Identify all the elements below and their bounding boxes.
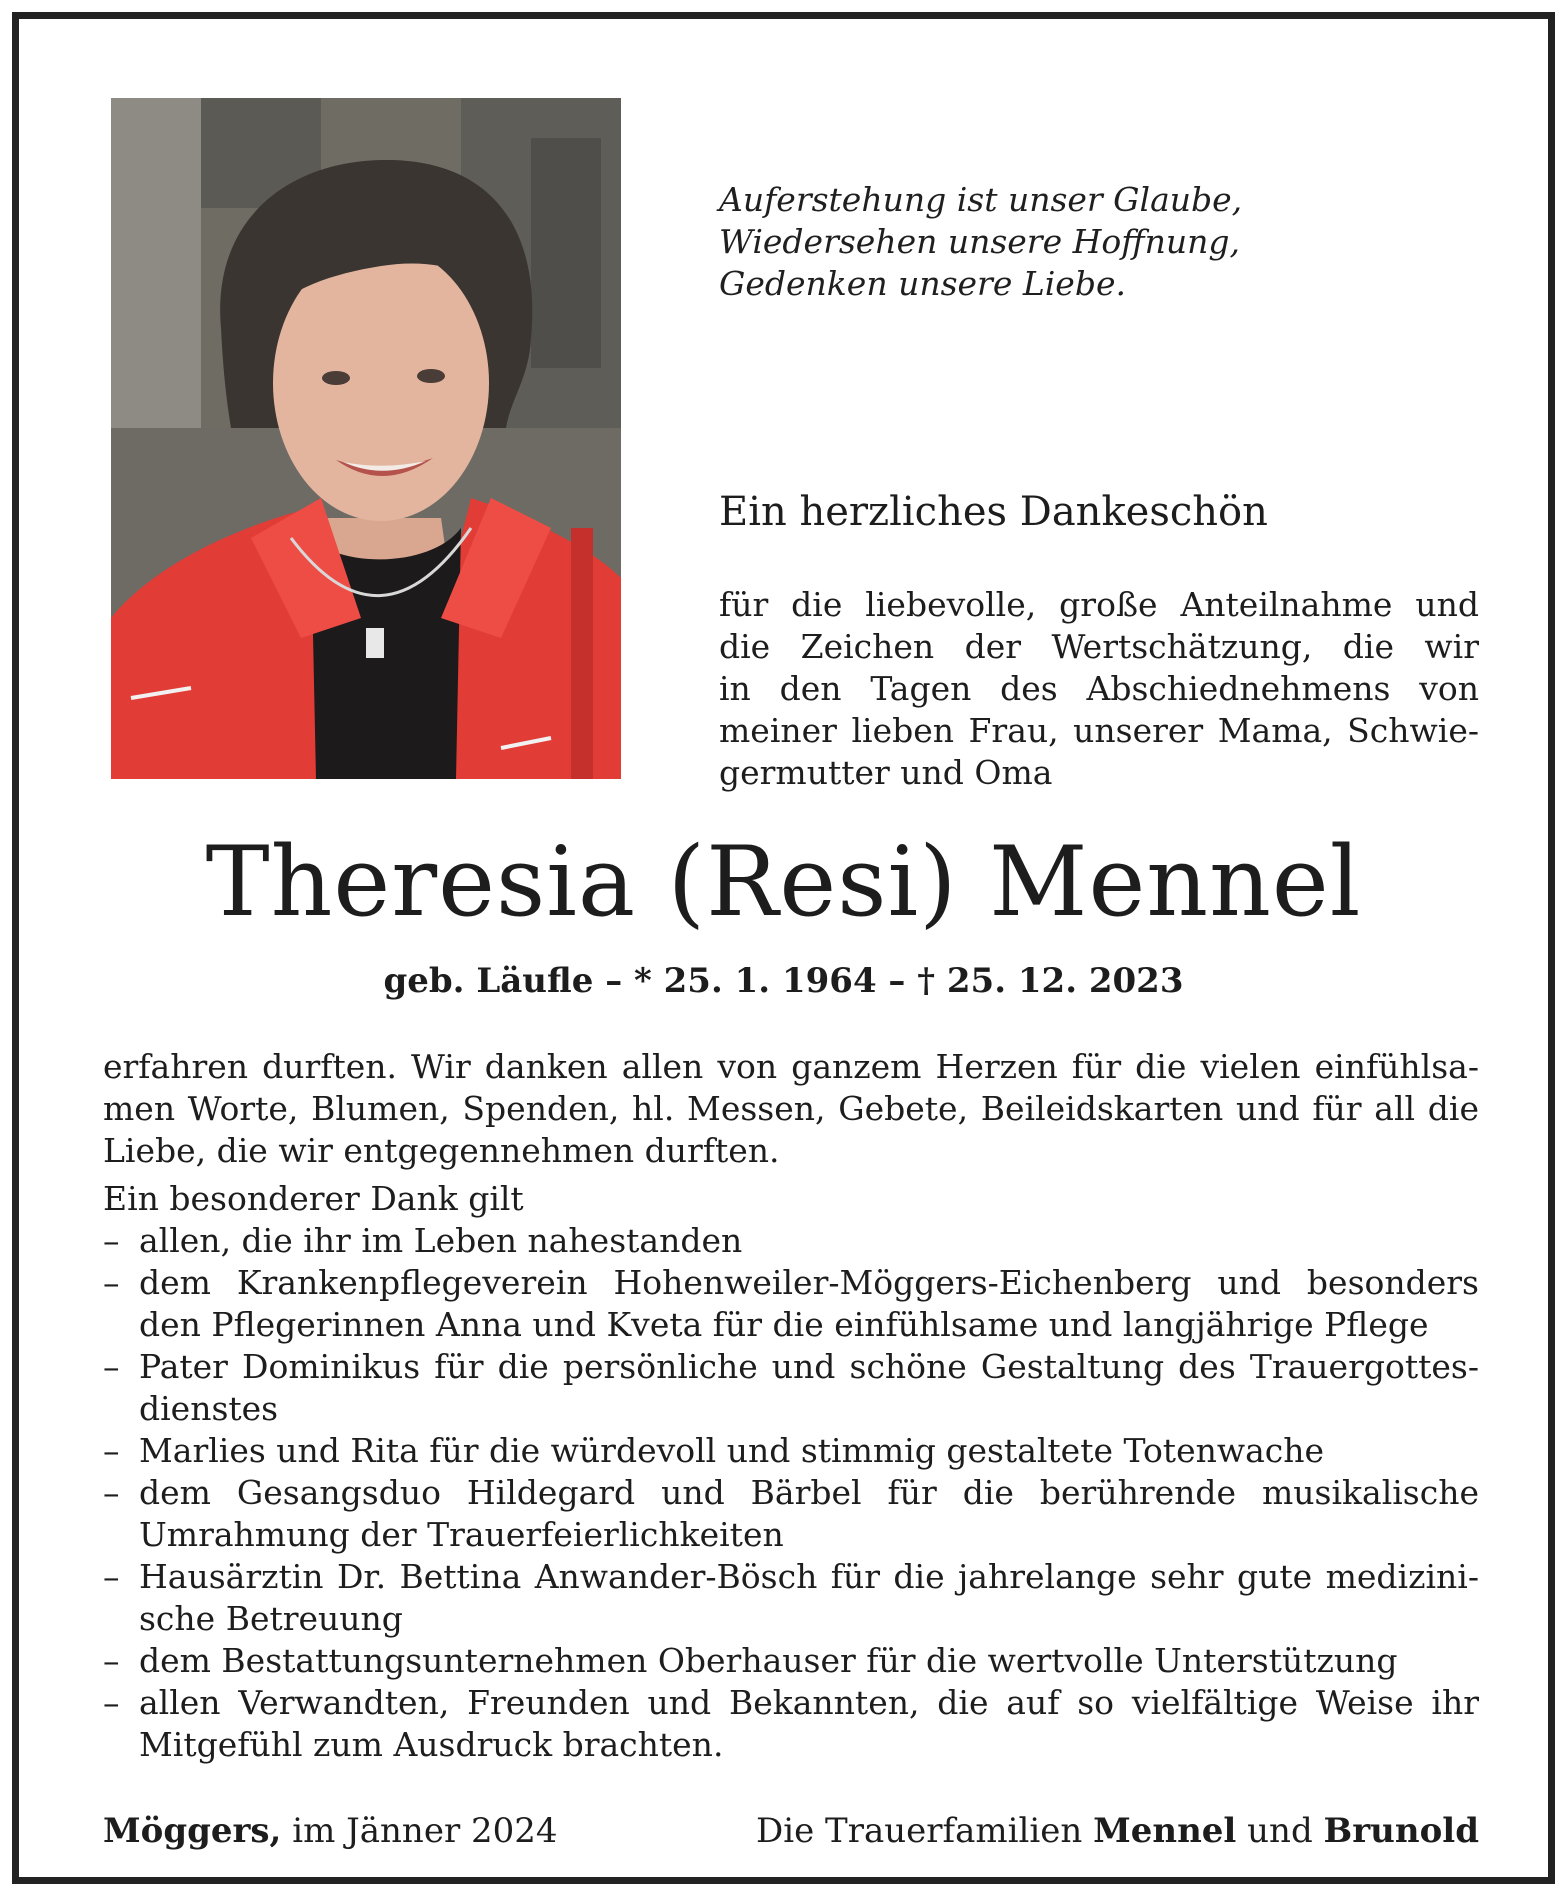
list-item-line: – Hausärztin Dr. Bettina Anwander-Bösch für die jahrelange sehr gute medizini-: [139, 1557, 1479, 1596]
place-date: [103, 1809, 558, 1853]
family-name-2: Brunold: [1323, 1811, 1479, 1851]
list-item-line: Umrahmung der Trauerfeierlichkeiten: [139, 1515, 784, 1554]
list-item: [103, 1472, 1479, 1556]
list-item-line: – allen, die ihr im Leben nahestanden: [139, 1221, 743, 1260]
portrait-photo: [111, 98, 621, 779]
list-item-line: – dem Bestattungsunternehmen Oberhauser für die wertvolle Unterstützung: [139, 1641, 1398, 1680]
list-item: [103, 1430, 1479, 1472]
family-name-1: Mennel: [1093, 1811, 1237, 1851]
list-item-line: den Pflegerinnen Anna und Kveta für die einfühlsame und langjährige Pflege: [139, 1305, 1429, 1344]
thanks-list: [103, 1220, 1479, 1766]
quote-line: Gedenken unsere Liebe.: [719, 264, 1126, 303]
list-item-line: – allen Verwandten, Freunden und Bekannten, die auf so vielfältige Weise ihr: [139, 1683, 1479, 1722]
body-paragraph: [103, 1046, 1479, 1172]
body-line: erfahren durften. Wir danken allen von ganzem Herzen für die vielen einfühlsa-: [103, 1047, 1479, 1086]
list-item-line: – dem Gesangsduo Hildegard und Bärbel für die berührende musikalische: [139, 1473, 1479, 1512]
list-item: [103, 1262, 1479, 1346]
obituary-card: [12, 12, 1555, 1884]
date: im Jänner 2024: [292, 1811, 558, 1851]
list-item: [103, 1220, 1479, 1262]
deceased-name: Theresia (Resi) Mennel: [205, 826, 1362, 938]
quote-block: [719, 179, 1479, 305]
list-item: [103, 1346, 1479, 1430]
family-prefix: Die Trauerfamilien: [755, 1811, 1083, 1851]
list-item-line: sche Betreuung: [139, 1599, 403, 1638]
body-line: Liebe, die wir entgegennehmen durften.: [103, 1131, 780, 1170]
quote-line: Auferstehung ist unser Glaube,: [719, 180, 1243, 219]
list-item: [103, 1556, 1479, 1640]
thanks-line: in den Tagen des Abschiednehmens von: [719, 669, 1479, 708]
list-item-line: dienstes: [139, 1389, 279, 1428]
family-conj: und: [1247, 1811, 1313, 1851]
list-item: [103, 1640, 1479, 1682]
thanks-paragraph: [719, 584, 1479, 794]
body-text: [103, 1046, 1479, 1766]
list-item-line: – Pater Dominikus für die persönliche und schöne Gestaltung des Trauergottes-: [139, 1347, 1479, 1386]
list-item-line: – Marlies und Rita für die würdevoll und stimmig gestaltete Totenwache: [139, 1431, 1325, 1470]
thanks-line: germutter und Oma: [719, 753, 1053, 792]
special-thanks-intro: Ein besonderer Dank gilt: [103, 1179, 524, 1218]
list-item: [103, 1682, 1479, 1766]
quote-line: Wiedersehen unsere Hoffnung,: [719, 222, 1241, 261]
thanks-line: die Zeichen der Wertschätzung, die wir: [719, 627, 1479, 666]
family-signature: [756, 1809, 1479, 1853]
list-item-line: Mitgefühl zum Ausdruck brachten.: [139, 1725, 724, 1764]
thanks-line: für die liebevolle, große Anteilnahme und: [719, 585, 1479, 624]
list-item-line: – dem Krankenpflegeverein Hohenweiler-Möggers-Eichenberg und besonders: [139, 1263, 1479, 1302]
portrait-image: [111, 98, 621, 779]
body-line: men Worte, Blumen, Spenden, hl. Messen, Gebete, Beileidskarten und für all die: [103, 1089, 1479, 1128]
thanks-line: meiner lieben Frau, unserer Mama, Schwie-: [719, 711, 1479, 750]
place: Möggers,: [103, 1811, 282, 1851]
deceased-dates: geb. Läufle – * 25. 1. 1964 – † 25. 12. 2023: [383, 961, 1184, 1001]
thanks-heading: Ein herzliches Dankeschön: [719, 489, 1268, 535]
